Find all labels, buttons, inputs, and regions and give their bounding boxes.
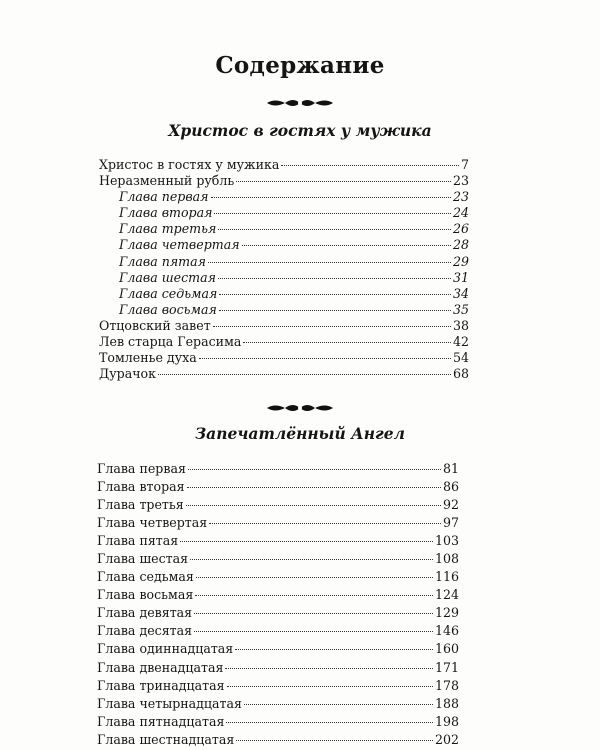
toc-entry-label: Томленье духа bbox=[99, 350, 197, 366]
leader-dots bbox=[243, 342, 451, 343]
leader-dots bbox=[196, 577, 433, 578]
toc-list bbox=[97, 460, 459, 749]
leader-dots bbox=[194, 631, 433, 632]
toc-entry-label: Глава восьмая bbox=[97, 587, 194, 603]
toc-entry bbox=[99, 205, 469, 221]
toc-entry-label: Глава четырнадцатая bbox=[97, 695, 242, 711]
leader-dots bbox=[214, 213, 450, 214]
leader-dots bbox=[242, 245, 451, 246]
toc-entry bbox=[99, 237, 469, 253]
toc-entry-label: Глава шестая bbox=[119, 269, 216, 285]
toc-entry bbox=[99, 302, 469, 318]
toc-entry-label: Глава седьмая bbox=[97, 569, 194, 585]
toc-list bbox=[99, 157, 469, 382]
toc-entry-page: 146 bbox=[434, 623, 459, 639]
leader-dots bbox=[195, 595, 433, 596]
toc-entry-page: 23 bbox=[452, 189, 469, 205]
toc-entry-label: Лев старца Герасима bbox=[99, 334, 242, 350]
toc-entry-label: Дурачок bbox=[99, 366, 156, 382]
leader-dots bbox=[218, 278, 451, 279]
toc-entry bbox=[99, 350, 469, 366]
toc-entry-page: 38 bbox=[452, 317, 469, 333]
toc-entry-page: 160 bbox=[434, 641, 459, 657]
toc-entry bbox=[99, 318, 469, 334]
toc-entry bbox=[97, 586, 459, 604]
toc-entry-label: Отцовский завет bbox=[99, 317, 211, 333]
toc-entry-page: 34 bbox=[452, 285, 469, 301]
toc-entry-label: Глава первая bbox=[97, 461, 186, 476]
toc-entry bbox=[97, 496, 459, 514]
toc-entry-label: Глава восьмая bbox=[119, 301, 217, 317]
toc-entry bbox=[99, 157, 469, 173]
leader-dots bbox=[208, 262, 451, 263]
toc-entry-label: Глава седьмая bbox=[119, 285, 218, 301]
leader-dots bbox=[158, 374, 451, 375]
toc-entry-label: Неразменный рубль bbox=[99, 173, 235, 189]
toc-entry-label: Глава тринадцатая bbox=[97, 677, 225, 693]
toc-entry bbox=[97, 568, 459, 586]
toc-entry-label: Глава девятая bbox=[97, 605, 193, 621]
leader-dots bbox=[219, 294, 451, 295]
leader-dots bbox=[281, 165, 459, 166]
toc-entry-label: Глава четвертая bbox=[97, 515, 208, 531]
toc-entry-label: Глава вторая bbox=[119, 205, 213, 221]
toc-entry-page: 24 bbox=[452, 205, 469, 221]
toc-entry bbox=[97, 640, 459, 658]
leader-dots bbox=[218, 229, 451, 230]
leader-dots bbox=[199, 358, 451, 359]
leader-dots bbox=[213, 326, 451, 327]
page-title: Содержание bbox=[215, 52, 385, 79]
toc-entry-page: 81 bbox=[442, 461, 459, 476]
toc-entry-page: 35 bbox=[452, 301, 469, 317]
toc-entry bbox=[97, 695, 459, 713]
toc-entry bbox=[97, 514, 459, 532]
leader-dots bbox=[209, 523, 441, 524]
leader-dots bbox=[227, 686, 433, 687]
toc-entry-page: 202 bbox=[434, 731, 459, 747]
toc-entry-page: 198 bbox=[434, 713, 459, 729]
toc-entry-page: 68 bbox=[452, 366, 469, 382]
toc-entry bbox=[97, 659, 459, 677]
toc-entry-page: 171 bbox=[434, 659, 459, 675]
toc-entry bbox=[97, 532, 459, 550]
toc-entry bbox=[97, 731, 459, 749]
leader-dots bbox=[235, 649, 433, 650]
toc-entry bbox=[99, 286, 469, 302]
toc-entry-label: Глава четвертая bbox=[119, 237, 240, 253]
toc-entry bbox=[99, 173, 469, 189]
toc-entry-page: 31 bbox=[452, 269, 469, 285]
toc-entry-page: 28 bbox=[452, 237, 469, 253]
toc-entry-label: Глава первая bbox=[119, 189, 209, 205]
toc-entry bbox=[99, 254, 469, 270]
toc-entry-page: 124 bbox=[434, 587, 459, 603]
leader-dots bbox=[211, 197, 451, 198]
leader-dots bbox=[186, 505, 441, 506]
leader-dots bbox=[188, 469, 441, 470]
toc-entry bbox=[97, 622, 459, 640]
leader-dots bbox=[236, 740, 433, 741]
toc-entry bbox=[97, 677, 459, 695]
toc-entry-page: 54 bbox=[452, 350, 469, 366]
section-title: Запечатлённый Ангел bbox=[195, 424, 405, 443]
toc-entry bbox=[99, 366, 469, 382]
toc-entry-label: Глава одиннадцатая bbox=[97, 641, 234, 657]
toc-entry-page: 7 bbox=[460, 157, 469, 172]
toc-entry bbox=[97, 713, 459, 731]
toc-entry-page: 92 bbox=[442, 497, 459, 513]
section-title: Христос в гостях у мужика bbox=[168, 121, 432, 140]
toc-entry-label: Глава третья bbox=[119, 221, 217, 237]
toc-entry bbox=[99, 270, 469, 286]
toc-entry bbox=[97, 550, 459, 568]
ornament-divider-icon bbox=[0, 96, 600, 110]
toc-entry bbox=[99, 189, 469, 205]
toc-entry-label: Глава шестнадцатая bbox=[97, 731, 235, 747]
leader-dots bbox=[190, 559, 433, 560]
toc-entry-label: Христос в гостях у мужика bbox=[99, 157, 280, 172]
toc-entry bbox=[97, 604, 459, 622]
toc-entry bbox=[99, 334, 469, 350]
toc-entry-page: 97 bbox=[442, 515, 459, 531]
toc-entry-page: 108 bbox=[434, 551, 459, 567]
leader-dots bbox=[244, 704, 433, 705]
toc-entry-label: Глава третья bbox=[97, 497, 184, 513]
toc-entry-page: 86 bbox=[442, 479, 459, 495]
ornament-divider-icon bbox=[0, 401, 600, 415]
toc-entry-page: 116 bbox=[434, 569, 459, 585]
toc-entry-page: 129 bbox=[434, 605, 459, 621]
toc-entry-label: Глава вторая bbox=[97, 479, 185, 495]
toc-entry bbox=[97, 460, 459, 478]
leader-dots bbox=[225, 668, 433, 669]
toc-entry-label: Глава шестая bbox=[97, 551, 189, 567]
leader-dots bbox=[236, 181, 451, 182]
toc-entry-page: 42 bbox=[452, 334, 469, 350]
toc-entry-page: 188 bbox=[434, 695, 459, 711]
toc-entry-page: 29 bbox=[452, 253, 469, 269]
leader-dots bbox=[187, 487, 441, 488]
toc-entry-label: Глава пятая bbox=[97, 533, 179, 549]
leader-dots bbox=[219, 310, 451, 311]
toc-entry-page: 23 bbox=[452, 173, 469, 189]
toc-entry-label: Глава пятая bbox=[119, 253, 206, 269]
leader-dots bbox=[180, 541, 433, 542]
toc-entry bbox=[99, 221, 469, 237]
toc-entry-label: Глава десятая bbox=[97, 623, 193, 639]
toc-entry bbox=[97, 478, 459, 496]
toc-entry-page: 178 bbox=[434, 677, 459, 693]
toc-entry-label: Глава пятнадцатая bbox=[97, 713, 225, 729]
toc-entry-page: 103 bbox=[434, 533, 459, 549]
toc-entry-page: 26 bbox=[452, 221, 469, 237]
leader-dots bbox=[194, 613, 433, 614]
toc-entry-label: Глава двенадцатая bbox=[97, 659, 224, 675]
leader-dots bbox=[226, 722, 433, 723]
